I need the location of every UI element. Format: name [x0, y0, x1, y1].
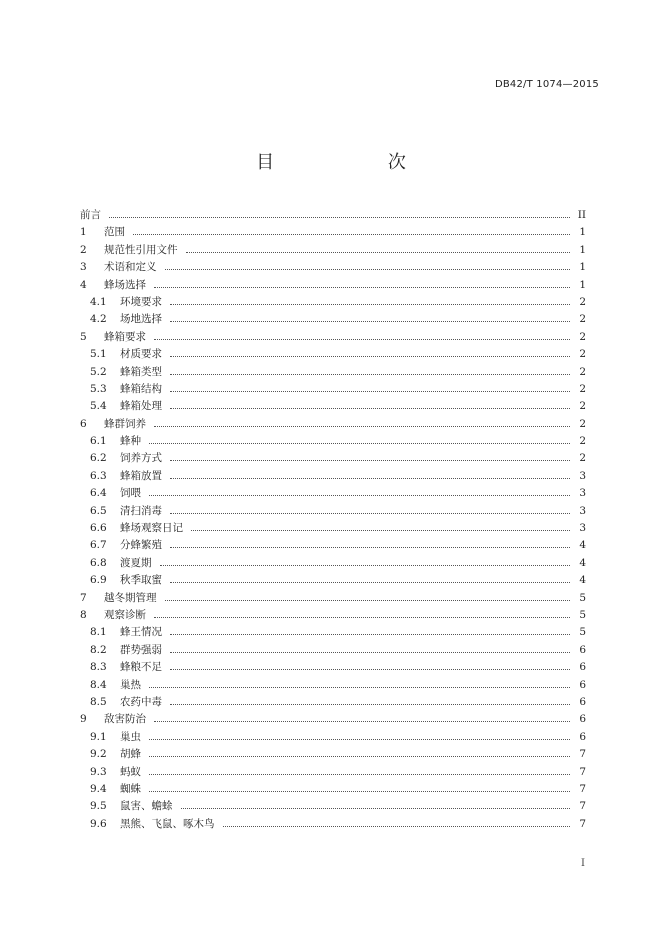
toc-entry-page: 2 — [579, 452, 586, 465]
toc-entry-label: 环境要求 — [120, 295, 162, 308]
toc-entry[interactable] — [80, 764, 586, 781]
toc-entry-page: 1 — [579, 278, 586, 291]
dot-leader — [154, 338, 570, 340]
dot-leader — [170, 355, 570, 357]
toc-entry-number: 8 — [80, 608, 87, 621]
toc-entry-number: 9.2 — [90, 748, 107, 761]
toc-entry-label: 蜂粮不足 — [120, 661, 162, 674]
toc-entry[interactable] — [80, 224, 586, 241]
dot-leader — [170, 703, 570, 705]
toc-entry-number: 5.3 — [90, 382, 107, 395]
toc-entry[interactable] — [80, 242, 586, 259]
toc-entry-label: 群势强弱 — [120, 643, 162, 656]
toc-entry-page: 4 — [579, 539, 586, 552]
toc-entry[interactable] — [80, 659, 586, 676]
dot-leader — [170, 668, 570, 670]
toc-entry[interactable] — [80, 537, 586, 554]
dot-leader — [170, 390, 570, 392]
toc-entry[interactable] — [80, 816, 586, 833]
toc-entry-page: 5 — [579, 591, 586, 604]
toc-entry-page: 5 — [579, 608, 586, 621]
dot-leader — [170, 633, 570, 635]
toc-entry-number: 6.6 — [90, 522, 107, 535]
toc-entry[interactable] — [80, 555, 586, 572]
toc-entry-label: 越冬期管理 — [104, 591, 157, 604]
toc-entry[interactable] — [80, 746, 586, 763]
toc-entry-page: 2 — [579, 382, 586, 395]
dot-leader — [109, 216, 570, 218]
toc-entry-number: 9.5 — [90, 800, 107, 813]
toc-entry[interactable] — [80, 450, 586, 467]
toc-entry-number: 6.2 — [90, 452, 107, 465]
toc-entry-number: 9.3 — [90, 765, 107, 778]
dot-leader — [170, 320, 570, 322]
toc-entry-number: 8.1 — [90, 626, 107, 639]
toc-entry-page: 2 — [579, 295, 586, 308]
page-number: I — [581, 858, 585, 869]
toc-entry-page: 6 — [579, 713, 586, 726]
toc-entry-label: 范围 — [104, 226, 125, 239]
dot-leader — [170, 512, 570, 514]
toc-entry-page: 7 — [579, 748, 586, 761]
page-title: 目 次 — [256, 152, 460, 173]
toc-entry-label: 蜂王情况 — [120, 626, 162, 639]
toc-entry[interactable] — [80, 729, 586, 746]
toc-entry-number: 9.6 — [90, 817, 107, 830]
dot-leader — [149, 790, 570, 792]
dot-leader — [160, 564, 571, 566]
dot-leader — [149, 494, 570, 496]
toc-entry-number: 8.2 — [90, 643, 107, 656]
toc-entry-label: 场地选择 — [120, 313, 162, 326]
dot-leader — [170, 477, 570, 479]
toc-entry-label: 蜂种 — [120, 435, 141, 448]
toc-entry-page: 2 — [579, 435, 586, 448]
toc-entry[interactable] — [80, 781, 586, 798]
toc-entry-number: 6.4 — [90, 487, 107, 500]
toc-entry-label: 蜂箱结构 — [120, 382, 162, 395]
toc-entry-page: 6 — [579, 678, 586, 691]
toc-entry-page: 6 — [579, 661, 586, 674]
dot-leader — [170, 407, 570, 409]
dot-leader — [154, 425, 570, 427]
toc-entry-label: 蜂场观察日记 — [120, 522, 183, 535]
toc-entry-label: 蜂箱处理 — [120, 400, 162, 413]
dot-leader — [223, 825, 571, 827]
toc-entry-number: 5.1 — [90, 348, 107, 361]
toc-entry[interactable] — [80, 485, 586, 502]
toc-entry[interactable] — [80, 433, 586, 450]
toc-entry-page: 1 — [579, 243, 586, 256]
toc-entry[interactable] — [80, 694, 586, 711]
dot-leader — [170, 581, 570, 583]
dot-leader — [170, 651, 570, 653]
toc-entry[interactable] — [80, 416, 586, 433]
toc-entry-number: 2 — [80, 243, 87, 256]
toc-entry-label: 蜂场选择 — [104, 278, 146, 291]
toc-entry-page: 7 — [579, 800, 586, 813]
toc-entry-number: 6.5 — [90, 504, 107, 517]
toc-entry-label: 分蜂繁殖 — [120, 539, 162, 552]
toc-entry-number: 3 — [80, 261, 87, 274]
toc-entry[interactable] — [80, 259, 586, 276]
dot-leader — [186, 251, 571, 253]
toc-entry-label: 敌害防治 — [104, 713, 146, 726]
toc-entry-page: 7 — [579, 765, 586, 778]
dot-leader — [165, 599, 571, 601]
toc-entry-number: 6 — [80, 417, 87, 430]
toc-entry-label: 观察诊断 — [104, 608, 146, 621]
toc-entry[interactable] — [80, 381, 586, 398]
toc-entry[interactable] — [80, 364, 586, 381]
toc-entry-page: 3 — [579, 487, 586, 500]
toc-entry[interactable] — [80, 294, 586, 311]
toc-entry[interactable] — [80, 624, 586, 641]
toc-entry-label: 蜂箱要求 — [104, 330, 146, 343]
toc-entry-label: 巢虫 — [120, 730, 141, 743]
dot-leader — [170, 546, 570, 548]
dot-leader — [149, 755, 570, 757]
toc-entry-page: 3 — [579, 504, 586, 517]
toc-entry[interactable] — [80, 468, 586, 485]
toc-entry-number: 9.1 — [90, 730, 107, 743]
dot-leader — [149, 442, 570, 444]
toc-entry-number: 5 — [80, 330, 87, 343]
toc-entry[interactable] — [80, 346, 586, 363]
toc-entry[interactable] — [80, 520, 586, 537]
dot-leader — [149, 686, 570, 688]
dot-leader — [170, 459, 570, 461]
toc-entry-label: 蜘蛛 — [120, 782, 141, 795]
toc-entry-label: 秋季取蜜 — [120, 574, 162, 587]
toc-entry-number: 4.2 — [90, 313, 107, 326]
dot-leader — [165, 268, 571, 270]
toc-entry[interactable] — [80, 572, 586, 589]
toc-entry-number: 5.2 — [90, 365, 107, 378]
toc-entry[interactable] — [80, 711, 586, 728]
toc-entry-page: 2 — [579, 417, 586, 430]
toc-entry-label: 黑熊、飞鼠、啄木鸟 — [120, 817, 215, 830]
toc-entry[interactable] — [80, 677, 586, 694]
toc-entry-page: 1 — [579, 226, 586, 239]
toc-entry-page: 3 — [579, 522, 586, 535]
dot-leader — [154, 286, 570, 288]
toc-entry-page: 2 — [579, 313, 586, 326]
toc-entry-number: 6.8 — [90, 556, 107, 569]
toc-entry-number: 8.5 — [90, 695, 107, 708]
toc-entry-label: 鼠害、蟾蜍 — [120, 800, 173, 813]
toc-entry[interactable] — [80, 607, 586, 624]
toc-entry-number: 6.1 — [90, 435, 107, 448]
dot-leader — [133, 233, 570, 235]
toc-entry-number: 4.1 — [90, 295, 107, 308]
toc-entry-page: II — [577, 209, 586, 221]
toc-entry-label: 饲养方式 — [120, 452, 162, 465]
toc-entry-label: 前言 — [80, 209, 101, 221]
dot-leader — [170, 303, 570, 305]
toc-entry-page: 1 — [579, 261, 586, 274]
toc-entry[interactable] — [80, 207, 586, 224]
toc-entry-label: 规范性引用文件 — [104, 243, 178, 256]
toc-entry[interactable] — [80, 329, 586, 346]
toc-entry-page: 7 — [579, 782, 586, 795]
toc-entry-page: 6 — [579, 695, 586, 708]
toc-entry-page: 2 — [579, 348, 586, 361]
dot-leader — [149, 773, 570, 775]
toc-entry[interactable] — [80, 503, 586, 520]
toc-entry-page: 6 — [579, 643, 586, 656]
toc-entry[interactable] — [80, 590, 586, 607]
toc-entry-label: 巢热 — [120, 678, 141, 691]
toc-entry-page: 2 — [579, 365, 586, 378]
toc-entry-number: 6.9 — [90, 574, 107, 587]
document-code: DB42/T 1074—2015 — [494, 79, 599, 90]
dot-leader — [191, 529, 570, 531]
toc-entry-number: 6.7 — [90, 539, 107, 552]
toc-entry-number: 9.4 — [90, 782, 107, 795]
dot-leader — [181, 807, 571, 809]
toc-entry[interactable] — [80, 277, 586, 294]
dot-leader — [170, 373, 570, 375]
dot-leader — [149, 738, 570, 740]
toc-entry-page: 6 — [579, 730, 586, 743]
dot-leader — [154, 616, 570, 618]
toc-entry-number: 9 — [80, 713, 87, 726]
toc-entry-label: 蜂群饲养 — [104, 417, 146, 430]
toc-entry-label: 术语和定义 — [104, 261, 157, 274]
toc-entry-number: 8.4 — [90, 678, 107, 691]
toc-entry[interactable] — [80, 398, 586, 415]
toc-entry-number: 7 — [80, 591, 87, 604]
dot-leader — [154, 720, 570, 722]
toc-entry-page: 3 — [579, 469, 586, 482]
toc-entry-page: 4 — [579, 556, 586, 569]
toc-entry-label: 蜂箱放置 — [120, 469, 162, 482]
table-of-contents — [80, 207, 586, 833]
toc-entry[interactable] — [80, 798, 586, 815]
toc-entry-page: 4 — [579, 574, 586, 587]
toc-entry-page: 5 — [579, 626, 586, 639]
toc-entry-number: 1 — [80, 226, 87, 239]
toc-entry[interactable] — [80, 311, 586, 328]
toc-entry[interactable] — [80, 642, 586, 659]
toc-entry-label: 清扫消毒 — [120, 504, 162, 517]
toc-entry-number: 5.4 — [90, 400, 107, 413]
toc-entry-label: 蜂箱类型 — [120, 365, 162, 378]
toc-entry-label: 农药中毒 — [120, 695, 162, 708]
toc-entry-label: 胡蜂 — [120, 748, 141, 761]
toc-entry-label: 材质要求 — [120, 348, 162, 361]
toc-entry-number: 4 — [80, 278, 87, 291]
toc-entry-label: 渡夏期 — [120, 556, 152, 569]
toc-entry-label: 饲喂 — [120, 487, 141, 500]
toc-entry-page: 7 — [579, 817, 586, 830]
toc-entry-page: 2 — [579, 330, 586, 343]
toc-entry-number: 8.3 — [90, 661, 107, 674]
toc-entry-label: 蚂蚁 — [120, 765, 141, 778]
toc-entry-page: 2 — [579, 400, 586, 413]
toc-entry-number: 6.3 — [90, 469, 107, 482]
